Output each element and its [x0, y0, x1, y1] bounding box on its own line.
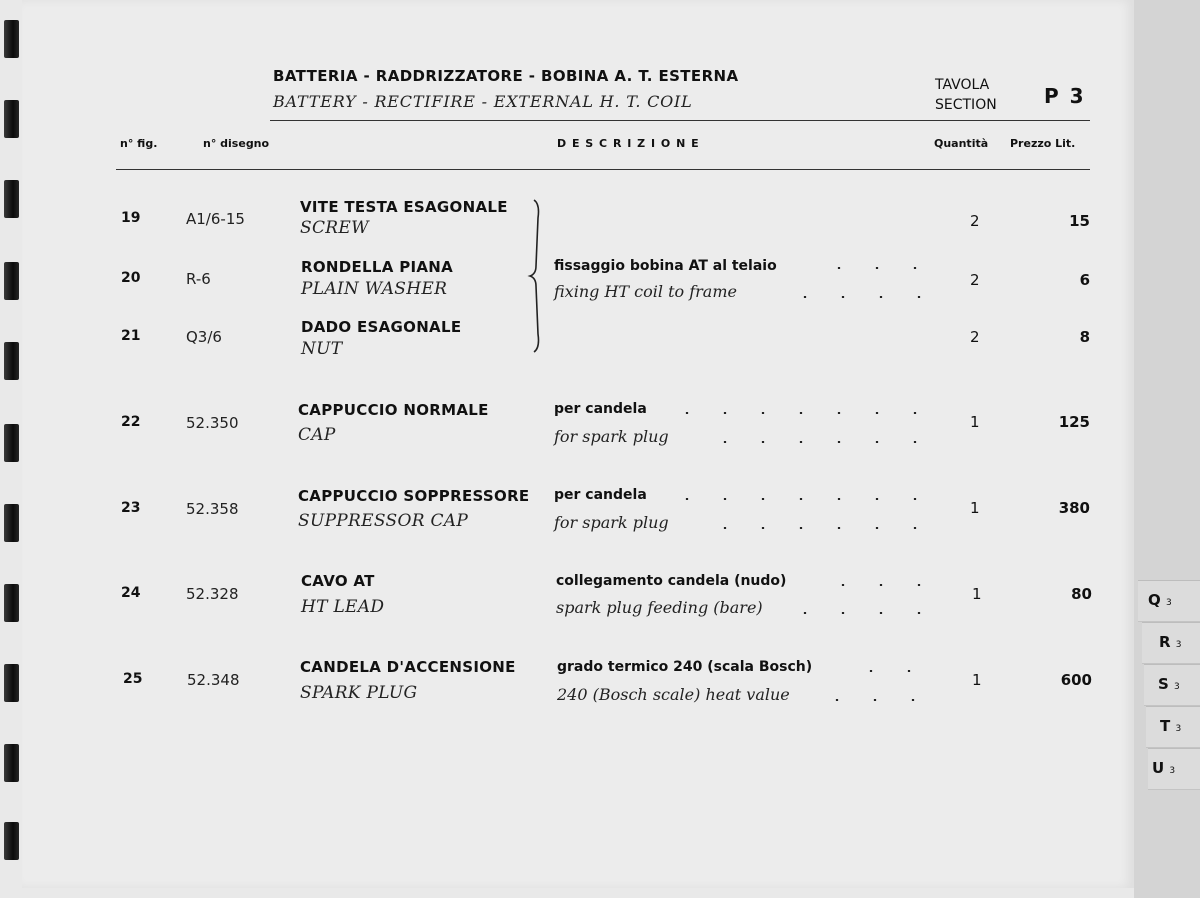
table-row-name-it: DADO ESAGONALE: [301, 318, 462, 336]
section-label-it: TAVOLA: [935, 77, 990, 93]
table-row-name-en: NUT: [301, 339, 343, 359]
table-row-price: 8: [1079, 328, 1090, 346]
leader-dots: [818, 699, 938, 701]
column-header-price: Prezzo Lit.: [1010, 137, 1076, 150]
table-row-fig: 23: [121, 500, 141, 516]
column-header-fig: n° fig.: [120, 137, 158, 150]
binding-ring: [4, 744, 19, 782]
section-label-en: SECTION: [935, 97, 997, 113]
table-row-price: 80: [1071, 585, 1092, 603]
table-row-desc-it: per candela: [554, 487, 647, 503]
binding-ring: [4, 504, 19, 542]
table-row-qty: 1: [972, 585, 982, 603]
binding-ring: [4, 100, 19, 138]
binding-ring: [4, 342, 19, 380]
section-code: P 3: [1044, 84, 1086, 108]
spiral-binding: [0, 0, 24, 898]
leader-dots: [668, 498, 938, 500]
table-row-price: 15: [1069, 212, 1090, 230]
column-header-rule: [116, 169, 1090, 170]
table-row-name-en: PLAIN WASHER: [301, 279, 448, 299]
table-row-name-it: CAPPUCCIO NORMALE: [298, 401, 489, 419]
binding-ring: [4, 822, 19, 860]
table-row-name-it: CAVO AT: [301, 572, 375, 590]
index-tabs-area: [1134, 0, 1200, 898]
table-row-desc-it: collegamento candela (nudo): [556, 573, 787, 589]
table-row-price: 600: [1060, 671, 1092, 689]
group-brace: [524, 196, 546, 356]
leader-dots: [706, 441, 938, 443]
table-row-name-en: HT LEAD: [301, 597, 385, 617]
index-tab-s[interactable]: S 3: [1144, 664, 1200, 706]
table-row-name-en: SCREW: [300, 218, 369, 238]
column-header-quantity: Quantità: [934, 137, 989, 150]
table-row-desc-it: per candela: [554, 401, 647, 417]
binding-ring: [4, 180, 19, 218]
table-row-code: Q3/6: [186, 328, 222, 346]
table-row-code: 52.348: [187, 671, 240, 689]
leader-dots: [852, 670, 938, 672]
binding-ring: [4, 424, 19, 462]
leader-dots: [820, 267, 938, 269]
binding-ring: [4, 262, 19, 300]
table-row-desc-it: grado termico 240 (scala Bosch): [557, 659, 813, 675]
index-tab-t[interactable]: T 3: [1146, 706, 1200, 748]
table-row-qty: 1: [972, 671, 982, 689]
leader-dots: [706, 527, 938, 529]
table-row-name-it: RONDELLA PIANA: [301, 258, 454, 276]
table-row-fig: 20: [121, 270, 141, 286]
table-row-qty: 2: [970, 328, 980, 346]
table-row-name-en: CAP: [298, 425, 336, 445]
leader-dots: [786, 296, 938, 298]
table-row-fig: 22: [121, 414, 141, 430]
binding-ring: [4, 20, 19, 58]
table-row-fig: 24: [121, 585, 141, 601]
leader-dots: [786, 612, 938, 614]
table-row-qty: 2: [970, 271, 980, 289]
table-row-fig: 21: [121, 328, 141, 344]
table-row-name-en: SUPPRESSOR CAP: [298, 511, 469, 531]
table-row-desc-en: spark plug feeding (bare): [556, 598, 763, 617]
column-header-drawing: n° disegno: [203, 137, 270, 150]
binding-ring: [4, 584, 19, 622]
table-row-code: 52.350: [186, 414, 239, 432]
index-tab-r[interactable]: R 3: [1142, 622, 1200, 664]
table-row-qty: 2: [970, 212, 980, 230]
table-row-name-en: SPARK PLUG: [300, 683, 418, 703]
table-row-price: 6: [1079, 271, 1090, 289]
group-description-en: fixing HT coil to frame: [554, 282, 737, 301]
table-row-code: 52.328: [186, 585, 239, 603]
table-row-qty: 1: [970, 499, 980, 517]
table-row-code: A1/6-15: [186, 210, 245, 228]
table-row-name-it: VITE TESTA ESAGONALE: [300, 198, 508, 216]
index-tab-q[interactable]: Q 3: [1138, 580, 1200, 622]
header-rule: [270, 120, 1090, 121]
table-row-qty: 1: [970, 413, 980, 431]
table-row-price: 380: [1058, 499, 1090, 517]
table-row-fig: 19: [121, 210, 141, 226]
table-row-desc-en: for spark plug: [554, 513, 669, 532]
column-header-description: D E S C R I Z I O N E: [557, 137, 700, 150]
leader-dots: [668, 412, 938, 414]
table-row-desc-en: 240 (Bosch scale) heat value: [557, 685, 790, 704]
page-subtitle: BATTERY - RECTIFIRE - EXTERNAL H. T. COIL: [273, 92, 693, 111]
table-row-desc-en: for spark plug: [554, 427, 669, 446]
index-tab-u[interactable]: U 3: [1148, 748, 1200, 790]
leader-dots: [824, 584, 938, 586]
table-row-name-it: CANDELA D'ACCENSIONE: [300, 658, 516, 676]
binding-ring: [4, 664, 19, 702]
table-row-code: R-6: [186, 270, 211, 288]
table-row-code: 52.358: [186, 500, 239, 518]
page-title: BATTERIA - RADDRIZZATORE - BOBINA A. T. ESTERNA: [273, 67, 739, 85]
table-row-price: 125: [1058, 413, 1090, 431]
group-description-it: fissaggio bobina AT al telaio: [554, 258, 777, 274]
table-row-name-it: CAPPUCCIO SOPPRESSORE: [298, 487, 530, 505]
table-row-fig: 25: [123, 671, 143, 687]
